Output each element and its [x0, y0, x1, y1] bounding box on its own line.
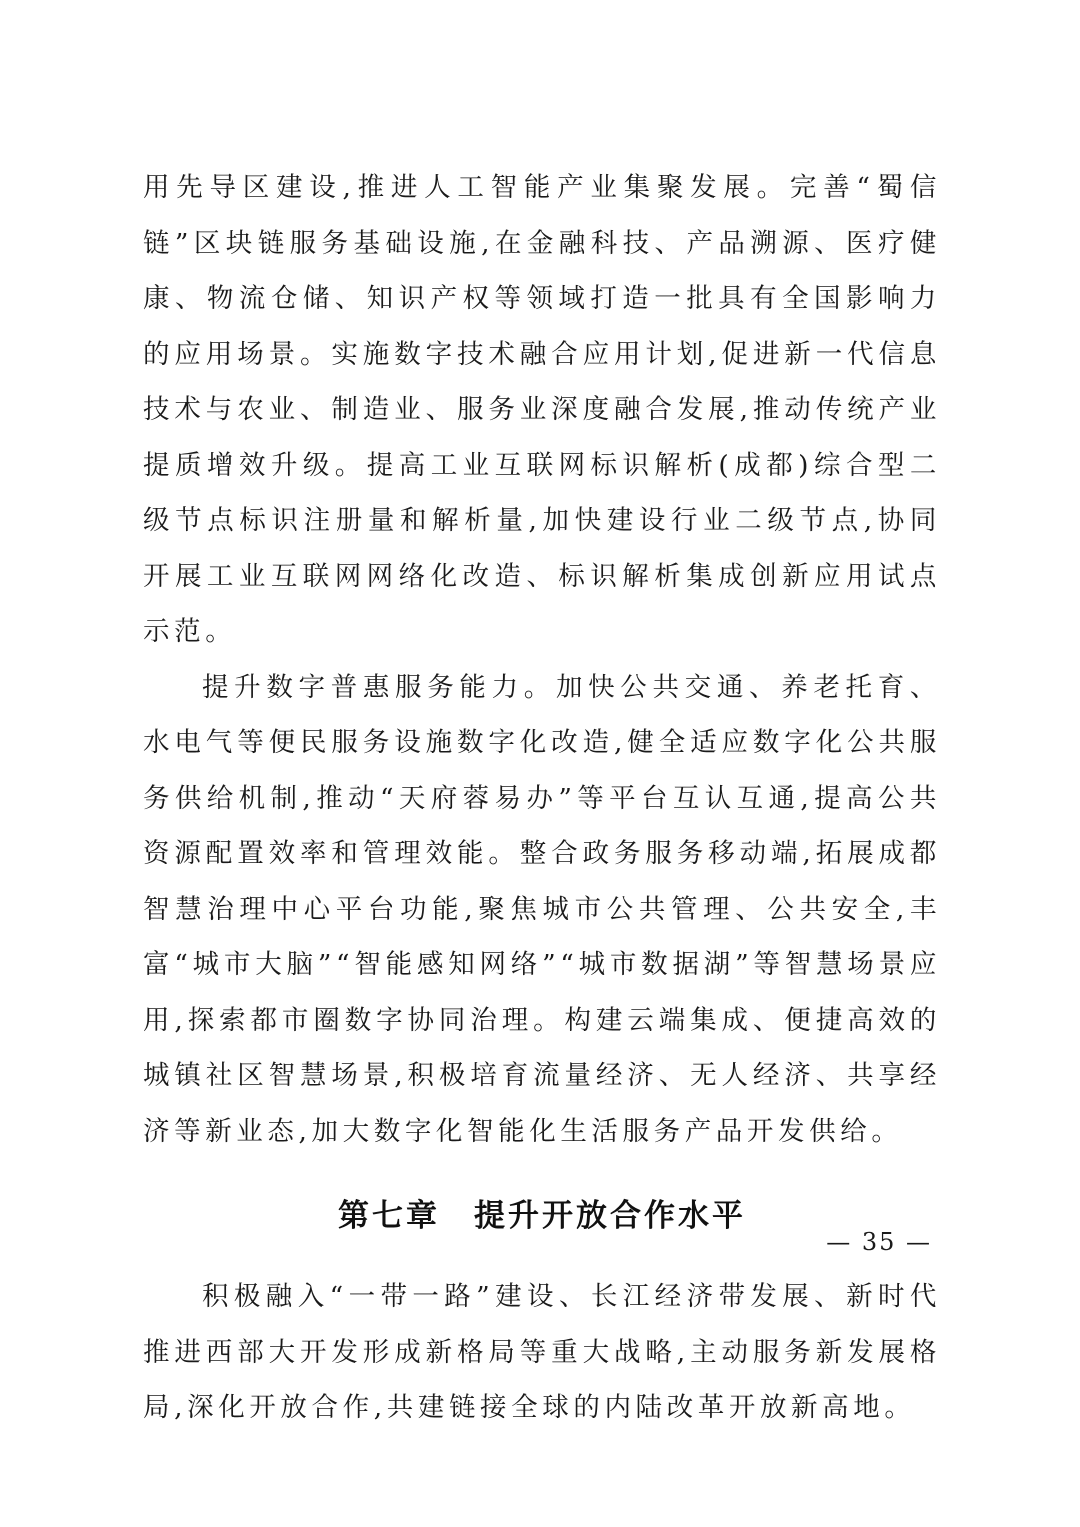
page-body: [143, 160, 941, 1436]
chapter-title-text: 提升开放合作水平: [474, 1198, 746, 1234]
page-number: — 35 —: [826, 1228, 932, 1256]
chapter-number: 第七章: [338, 1198, 440, 1234]
chapter-heading: [143, 1187, 941, 1245]
paragraph-continuation: 用先导区建设,推进人工智能产业集聚发展。完善“蜀信链”区块链服务基础设施,在金融科技、产品溯源、医疗健康、物流仓储、知识产权等领域打造一批具有全国影响力的应用场景。实施数字技术融合应用计划,促进新一代信息技术与农业、制造业、服务业深度融合发展,推动传统产业提质增效升级。提高工业互联网标识解析(成都)综合型二级节点标识注册量和解析量,加快建设行业二级节点,协同开展工业互联网网络化改造、标识解析集成创新应用试点示范。: [143, 172, 941, 647]
paragraph-chapter-intro: 积极融入“一带一路”建设、长江经济带发展、新时代推进西部大开发形成新格局等重大战略,主动服务新发展格局,深化开放合作,共建链接全球的内陆改革开放新高地。: [143, 1281, 941, 1423]
paragraph-digital-inclusive-services: 提升数字普惠服务能力。加快公共交通、养老托育、水电气等便民服务设施数字化改造,健全适应数字化公共服务供给机制,推动“天府蓉易办”等平台互认互通,提高公共资源配置效率和管理效能。整合政务服务移动端,拓展成都智慧治理中心平台功能,聚焦城市公共管理、公共安全,丰富“城市大脑”“智能感知网络”“城市数据湖”等智慧场景应用,探索都市圈数字协同治理。构建云端集成、便捷高效的城镇社区智慧场景,积极培育流量经济、无人经济、共享经济等新业态,加大数字化智能化生活服务产品开发供给。: [143, 671, 941, 1147]
